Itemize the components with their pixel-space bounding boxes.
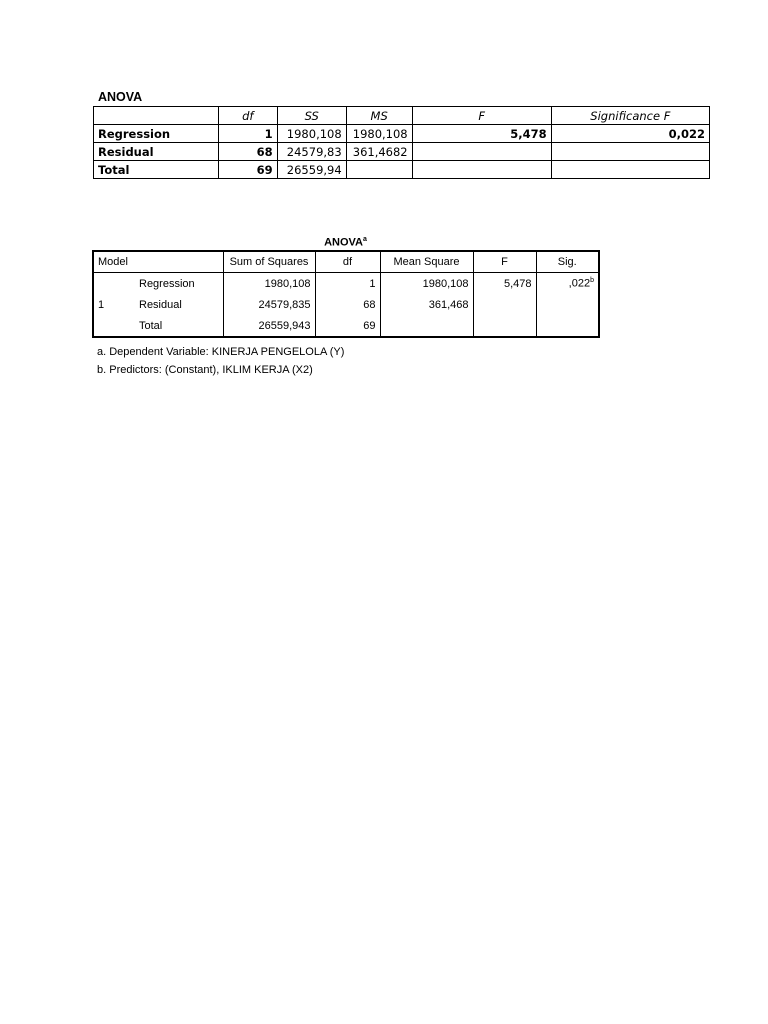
spss-header-f: F [473, 251, 536, 273]
spss-sig-footnote-mark: b [590, 277, 594, 285]
spss-header-ms: Mean Square [380, 251, 473, 273]
spss-cell-df: 69 [315, 315, 380, 337]
spss-anova-title [0, 236, 691, 249]
excel-cell-df: 69 [218, 161, 277, 179]
spss-header-row [93, 251, 599, 273]
excel-header-df: df [218, 107, 277, 125]
spss-cell-f: 5,478 [473, 273, 536, 295]
excel-row-residual [94, 143, 710, 161]
spss-anova-table [92, 250, 600, 338]
spss-header-sig: Sig. [536, 251, 599, 273]
spss-cell-ss: 1980,108 [223, 273, 315, 295]
excel-row-label: Residual [94, 143, 219, 161]
excel-cell-ss: 26559,94 [277, 161, 346, 179]
excel-row-label: Total [94, 161, 219, 179]
excel-cell-ms [346, 161, 412, 179]
spss-cell-sig [536, 294, 599, 315]
spss-header-ss: Sum of Squares [223, 251, 315, 273]
excel-cell-sig [551, 143, 709, 161]
excel-cell-ms: 361,4682 [346, 143, 412, 161]
spss-row-label: Regression [139, 277, 195, 290]
footnote-predictors: b. Predictors: (Constant), IKLIM KERJA (X2) [97, 364, 313, 376]
excel-cell-ms: 1980,108 [346, 125, 412, 143]
spss-cell-sig [536, 273, 599, 295]
excel-cell-f: 5,478 [412, 125, 551, 143]
spss-row-residual [93, 294, 599, 315]
footnote-dependent-variable: a. Dependent Variable: KINERJA PENGELOLA (Y) [97, 346, 345, 358]
spss-title-footnote-mark: a [363, 236, 367, 243]
spss-cell-ms: 361,468 [380, 294, 473, 315]
spss-cell-df: 1 [315, 273, 380, 295]
excel-row-regression [94, 125, 710, 143]
spss-header-df: df [315, 251, 380, 273]
excel-anova-title: ANOVA [98, 90, 143, 104]
spss-cell-f [473, 315, 536, 337]
spss-sig-value: ,022 [568, 277, 591, 290]
spss-cell-ms [380, 315, 473, 337]
spss-cell-sig [536, 315, 599, 337]
excel-header-blank [94, 107, 219, 125]
spss-cell-ms: 1980,108 [380, 273, 473, 295]
spss-cell-df: 68 [315, 294, 380, 315]
excel-row-total [94, 161, 710, 179]
excel-cell-ss: 1980,108 [277, 125, 346, 143]
spss-row-label: Total [139, 319, 163, 332]
spss-model-number: 1 [98, 298, 105, 311]
excel-cell-df: 68 [218, 143, 277, 161]
excel-row-label: Regression [94, 125, 219, 143]
spss-row-total [93, 315, 599, 337]
excel-header-sig-f: Significance F [551, 107, 709, 125]
excel-anova-table [93, 106, 710, 179]
excel-header-ms: MS [346, 107, 412, 125]
spss-row-label: Residual [139, 298, 182, 311]
excel-cell-df: 1 [218, 125, 277, 143]
excel-cell-sig [551, 161, 709, 179]
spss-title-text: ANOVA [324, 236, 363, 249]
spss-row-regression [93, 273, 599, 295]
spss-cell-ss: 24579,835 [223, 294, 315, 315]
excel-header-f: F [412, 107, 551, 125]
excel-cell-f [412, 161, 551, 179]
excel-header-row [94, 107, 710, 125]
excel-header-ss: SS [277, 107, 346, 125]
excel-cell-ss: 24579,83 [277, 143, 346, 161]
spss-header-model: Model [93, 251, 223, 273]
spss-cell-f [473, 294, 536, 315]
spss-cell-ss: 26559,943 [223, 315, 315, 337]
excel-cell-sig: 0,022 [551, 125, 709, 143]
excel-cell-f [412, 143, 551, 161]
